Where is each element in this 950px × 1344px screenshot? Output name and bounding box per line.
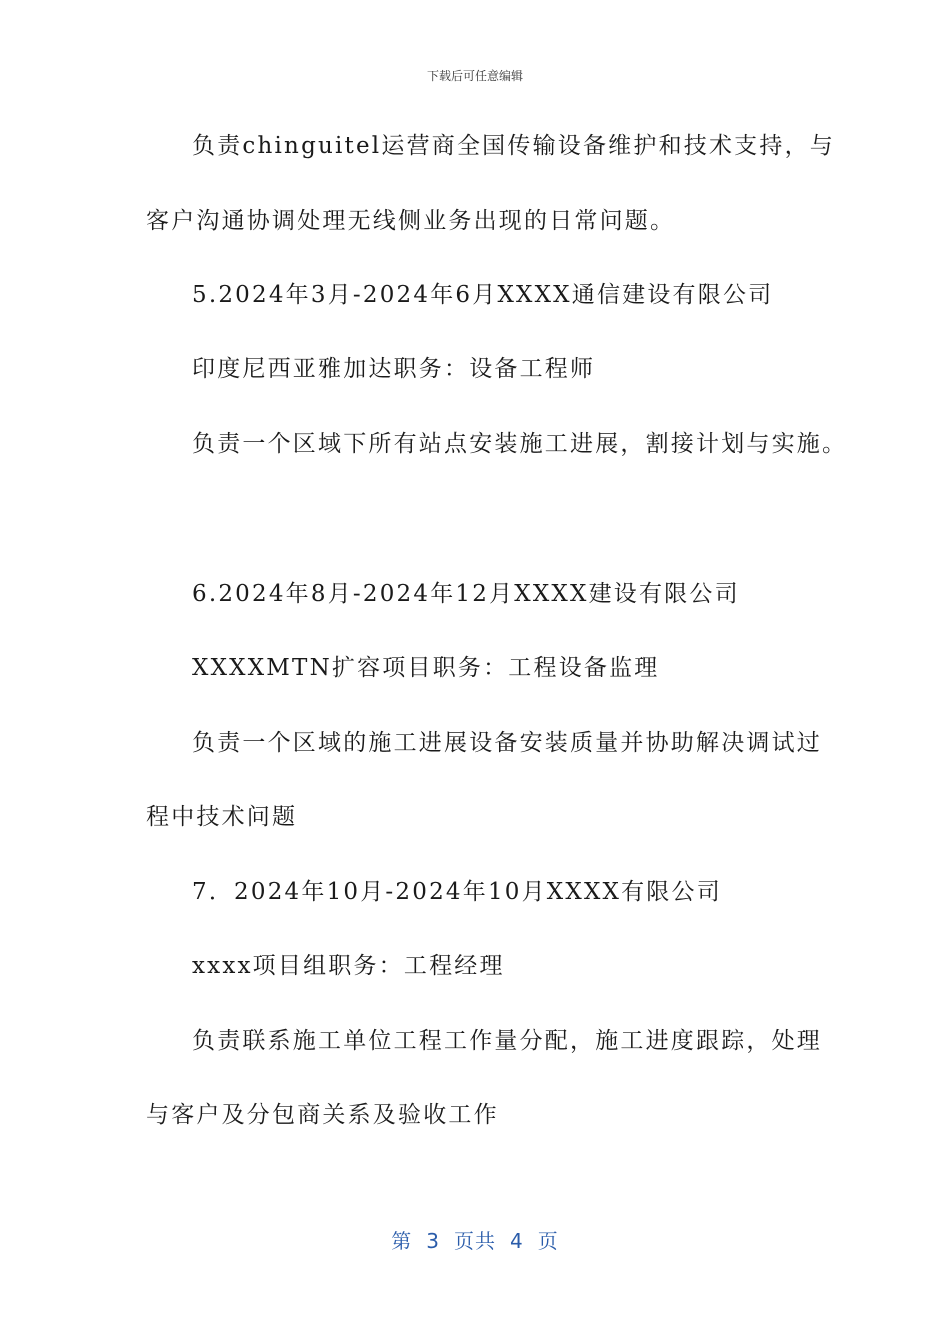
body-line: 印度尼西亚雅加达职务：设备工程师 (192, 356, 596, 382)
body-line: 负责一个区域下所有站点安装施工进展，割接计划与实施。 (192, 431, 848, 457)
page-footer (0, 1225, 950, 1254)
body-line: 程中技术问题 (146, 804, 298, 830)
body-line: 与客户及分包商关系及验收工作 (146, 1102, 499, 1128)
body-line: 5.2024年3月-2024年6月XXXX通信建设有限公司 (192, 282, 774, 308)
footer-end-label: 页 (537, 1229, 559, 1253)
body-line: 6.2024年8月-2024年12月XXXX建设有限公司 (192, 581, 740, 607)
footer-total-label: 页共 (454, 1229, 496, 1253)
body-line: 负责联系施工单位工程工作量分配，施工进度跟踪，处理 (192, 1028, 822, 1054)
body-line: 客户沟通协调处理无线侧业务出现的日常问题。 (146, 208, 676, 234)
body-line: XXXXMTN扩容项目职务：工程设备监理 (192, 655, 660, 681)
footer-page-label: 第 (391, 1229, 413, 1253)
body-line: xxxx项目组职务：工程经理 (192, 953, 505, 979)
body-line: 负责一个区域的施工进展设备安装质量并协助解决调试过 (192, 730, 822, 756)
page-header-note: 下载后可任意编辑 (426, 69, 523, 83)
body-line: 7．2024年10月-2024年10月XXXX有限公司 (192, 879, 722, 905)
footer-current-page: 3 (426, 1229, 440, 1253)
footer-total-pages: 4 (510, 1229, 524, 1253)
body-line: 负责chinguitel运营商全国传输设备维护和技术支持，与 (192, 133, 835, 159)
